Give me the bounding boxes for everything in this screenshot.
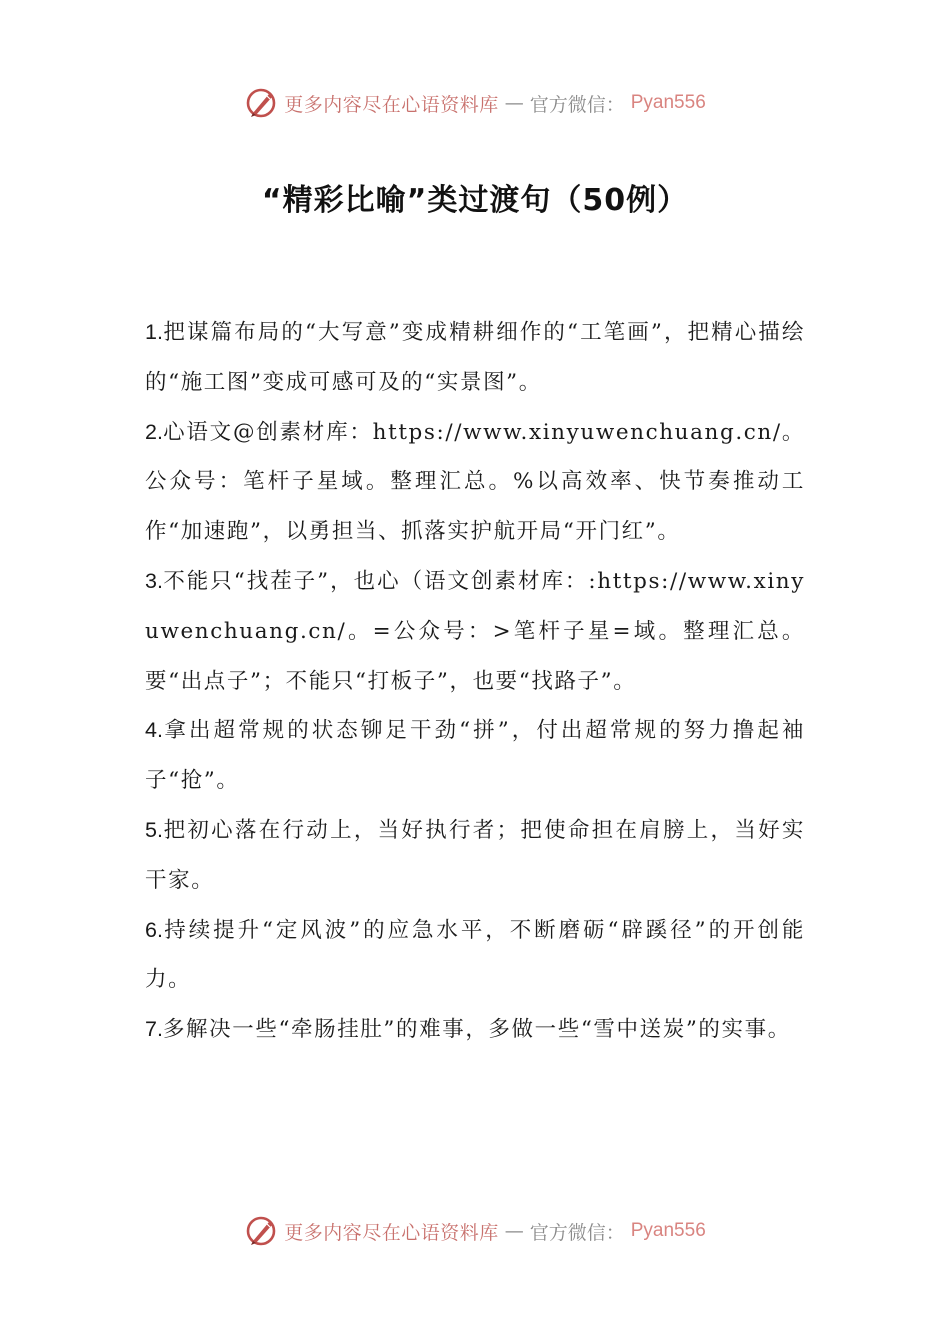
list-item xyxy=(145,308,805,408)
item-text: 把初心落在行动上，当好执行者；把使命担在肩膀上，当好实干家。 xyxy=(145,817,805,893)
list-item xyxy=(145,408,805,557)
footer-wechat-id: Pyan556 xyxy=(630,1220,706,1241)
footer-promo-text: 更多内容尽在心语资料库 xyxy=(284,1221,499,1244)
item-number: 3. xyxy=(145,568,163,593)
document-body xyxy=(145,308,805,1055)
header-dash: — xyxy=(504,92,524,114)
pen-logo-icon xyxy=(244,86,278,120)
document-title: “精彩比喻”类过渡句（50例） xyxy=(261,183,689,218)
item-text: 把谋篇布局的“大写意”变成精耕细作的“工笔画”，把精心描绘的“施工图”变成可感可及的“实景图”。 xyxy=(145,320,805,395)
header-wechat-id: Pyan556 xyxy=(630,92,706,113)
item-number: 5. xyxy=(145,817,163,842)
item-text: 持续提升“定风波”的应急水平，不断磨砺“辟蹊径”的开创能力。 xyxy=(145,917,805,993)
item-number: 7. xyxy=(145,1017,163,1042)
footer-dash: — xyxy=(504,1220,524,1242)
list-item xyxy=(145,1005,805,1055)
list-item xyxy=(145,706,805,806)
item-text: 心语文@创素材库：https://www.xinyuwenchuang.cn/。公众号：笔杆子星域。整理汇总。%以高效率、快节奏推动工作“加速跑”，以勇担当、抓落实护航开局“开门红”。 xyxy=(145,419,805,545)
header-banner xyxy=(0,83,950,123)
item-text: 拿出超常规的状态铆足干劲“拼”，付出超常规的努力撸起袖子“抢”。 xyxy=(145,718,805,794)
list-item xyxy=(145,557,805,706)
item-text: 多解决一些“牵肠挂肚”的难事，多做一些“雪中送炭”的实事。 xyxy=(162,1017,791,1043)
item-number: 1. xyxy=(145,320,163,344)
item-number: 4. xyxy=(145,718,163,743)
item-text: 不能只“找茬子”，也心（语文创素材库：:https://www.xinyuwenchuang.cn/。=公众号：>笔杆子星=域。整理汇总。要“出点子”；不能只“打板子”，也要“找路子”。 xyxy=(145,568,805,694)
header-official-label: 官方微信： xyxy=(529,93,625,116)
pen-logo-icon xyxy=(244,1214,278,1248)
footer-banner xyxy=(0,1211,950,1251)
list-item xyxy=(145,906,805,1006)
item-number: 2. xyxy=(145,419,163,444)
header-promo-text: 更多内容尽在心语资料库 xyxy=(284,93,499,116)
footer-official-label: 官方微信： xyxy=(529,1221,625,1244)
list-item xyxy=(145,806,805,906)
item-number: 6. xyxy=(145,917,163,942)
